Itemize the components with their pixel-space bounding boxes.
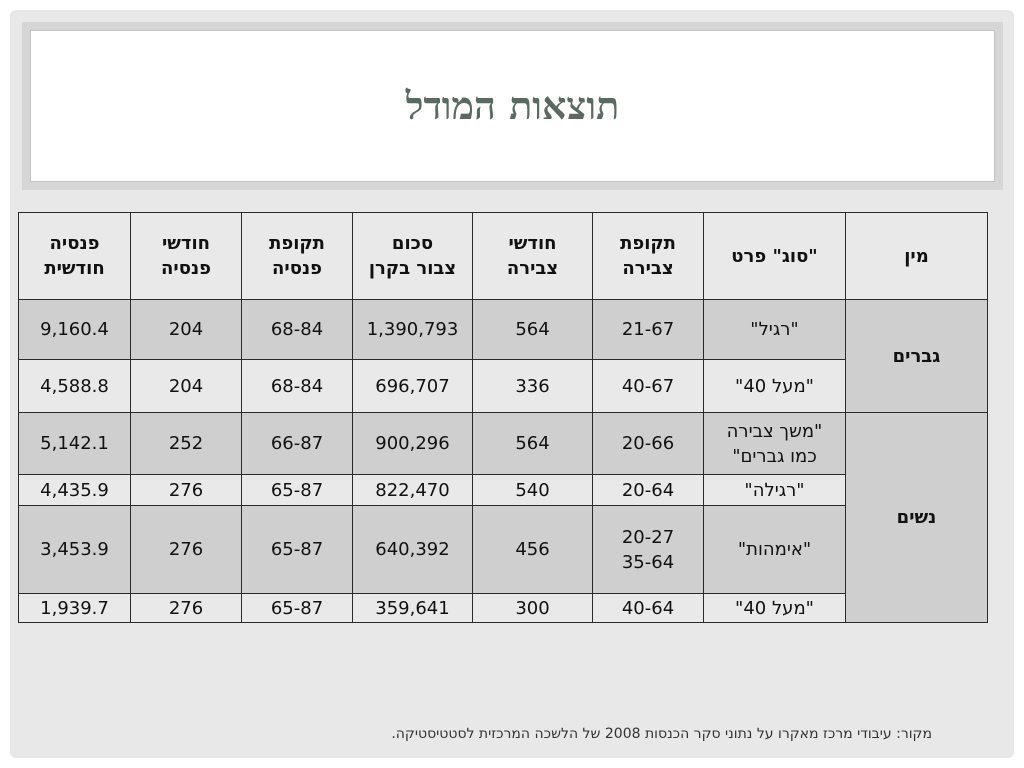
pension-period-cell: 65-87: [242, 594, 353, 623]
accum-period-cell: 20-27 35-64: [593, 506, 704, 594]
type-cell: "מעל 40": [704, 594, 846, 623]
monthly-pension-cell: 9,160.4: [19, 300, 131, 360]
accum-period-cell: 21-67: [593, 300, 704, 360]
type-cell: "מעל 40": [704, 360, 846, 413]
accum-months-cell: 300: [473, 594, 593, 623]
header-accum-months: חודשי צבירה: [473, 213, 593, 300]
gender-cell-men: גברים: [846, 300, 988, 413]
table-row: [19, 475, 988, 506]
header-monthly-pension: פנסיה חודשית: [19, 213, 131, 300]
type-cell: "אימהות": [704, 506, 846, 594]
pension-months-cell: 276: [131, 594, 242, 623]
accum-period-cell: 40-64: [593, 594, 704, 623]
pension-months-cell: 252: [131, 413, 242, 475]
accum-months-cell: 564: [473, 300, 593, 360]
table-row: [19, 413, 988, 475]
pension-period-cell: 68-84: [242, 300, 353, 360]
accum-period-cell: 40-67: [593, 360, 704, 413]
fund-cell: 1,390,793: [353, 300, 473, 360]
accum-months-cell: 456: [473, 506, 593, 594]
pension-months-cell: 276: [131, 506, 242, 594]
header-accum-period: תקופת צבירה: [593, 213, 704, 300]
header-gender: מין: [846, 213, 988, 300]
header-pension-months: חודשי פנסיה: [131, 213, 242, 300]
pension-period-cell: 66-87: [242, 413, 353, 475]
fund-cell: 359,641: [353, 594, 473, 623]
accum-period-cell: 20-64: [593, 475, 704, 506]
table-row: [19, 594, 988, 623]
monthly-pension-cell: 1,939.7: [19, 594, 131, 623]
type-cell: "רגיל": [704, 300, 846, 360]
pension-period-cell: 65-87: [242, 506, 353, 594]
monthly-pension-cell: 4,588.8: [19, 360, 131, 413]
accum-period-cell: 20-66: [593, 413, 704, 475]
results-table: [18, 212, 988, 623]
accum-months-cell: 564: [473, 413, 593, 475]
header-pension-period: תקופת פנסיה: [242, 213, 353, 300]
type-cell: "רגילה": [704, 475, 846, 506]
pension-period-cell: 68-84: [242, 360, 353, 413]
pension-period-cell: 65-87: [242, 475, 353, 506]
gender-cell-women: נשים: [846, 413, 988, 623]
slide-title: תוצאות המודל: [405, 83, 620, 128]
source-note: מקור: עיבודי מרכז מאקרו על נתוני סקר הכנסות 2008 של הלשכה המרכזית לסטטיסטיקה.: [391, 726, 932, 742]
fund-cell: 696,707: [353, 360, 473, 413]
table-row: [19, 300, 988, 360]
monthly-pension-cell: 4,435.9: [19, 475, 131, 506]
table-row: [19, 360, 988, 413]
title-frame: [30, 30, 995, 182]
fund-cell: 640,392: [353, 506, 473, 594]
accum-months-cell: 540: [473, 475, 593, 506]
pension-months-cell: 276: [131, 475, 242, 506]
fund-cell: 900,296: [353, 413, 473, 475]
table-row: [19, 506, 988, 594]
accum-months-cell: 336: [473, 360, 593, 413]
pension-months-cell: 204: [131, 300, 242, 360]
pension-months-cell: 204: [131, 360, 242, 413]
fund-cell: 822,470: [353, 475, 473, 506]
type-cell: "משך צבירה כמו גברים": [704, 413, 846, 475]
header-type: "סוג" פרט: [704, 213, 846, 300]
monthly-pension-cell: 3,453.9: [19, 506, 131, 594]
table-header-row: [19, 213, 988, 300]
header-fund: סכום צבור בקרן: [353, 213, 473, 300]
monthly-pension-cell: 5,142.1: [19, 413, 131, 475]
